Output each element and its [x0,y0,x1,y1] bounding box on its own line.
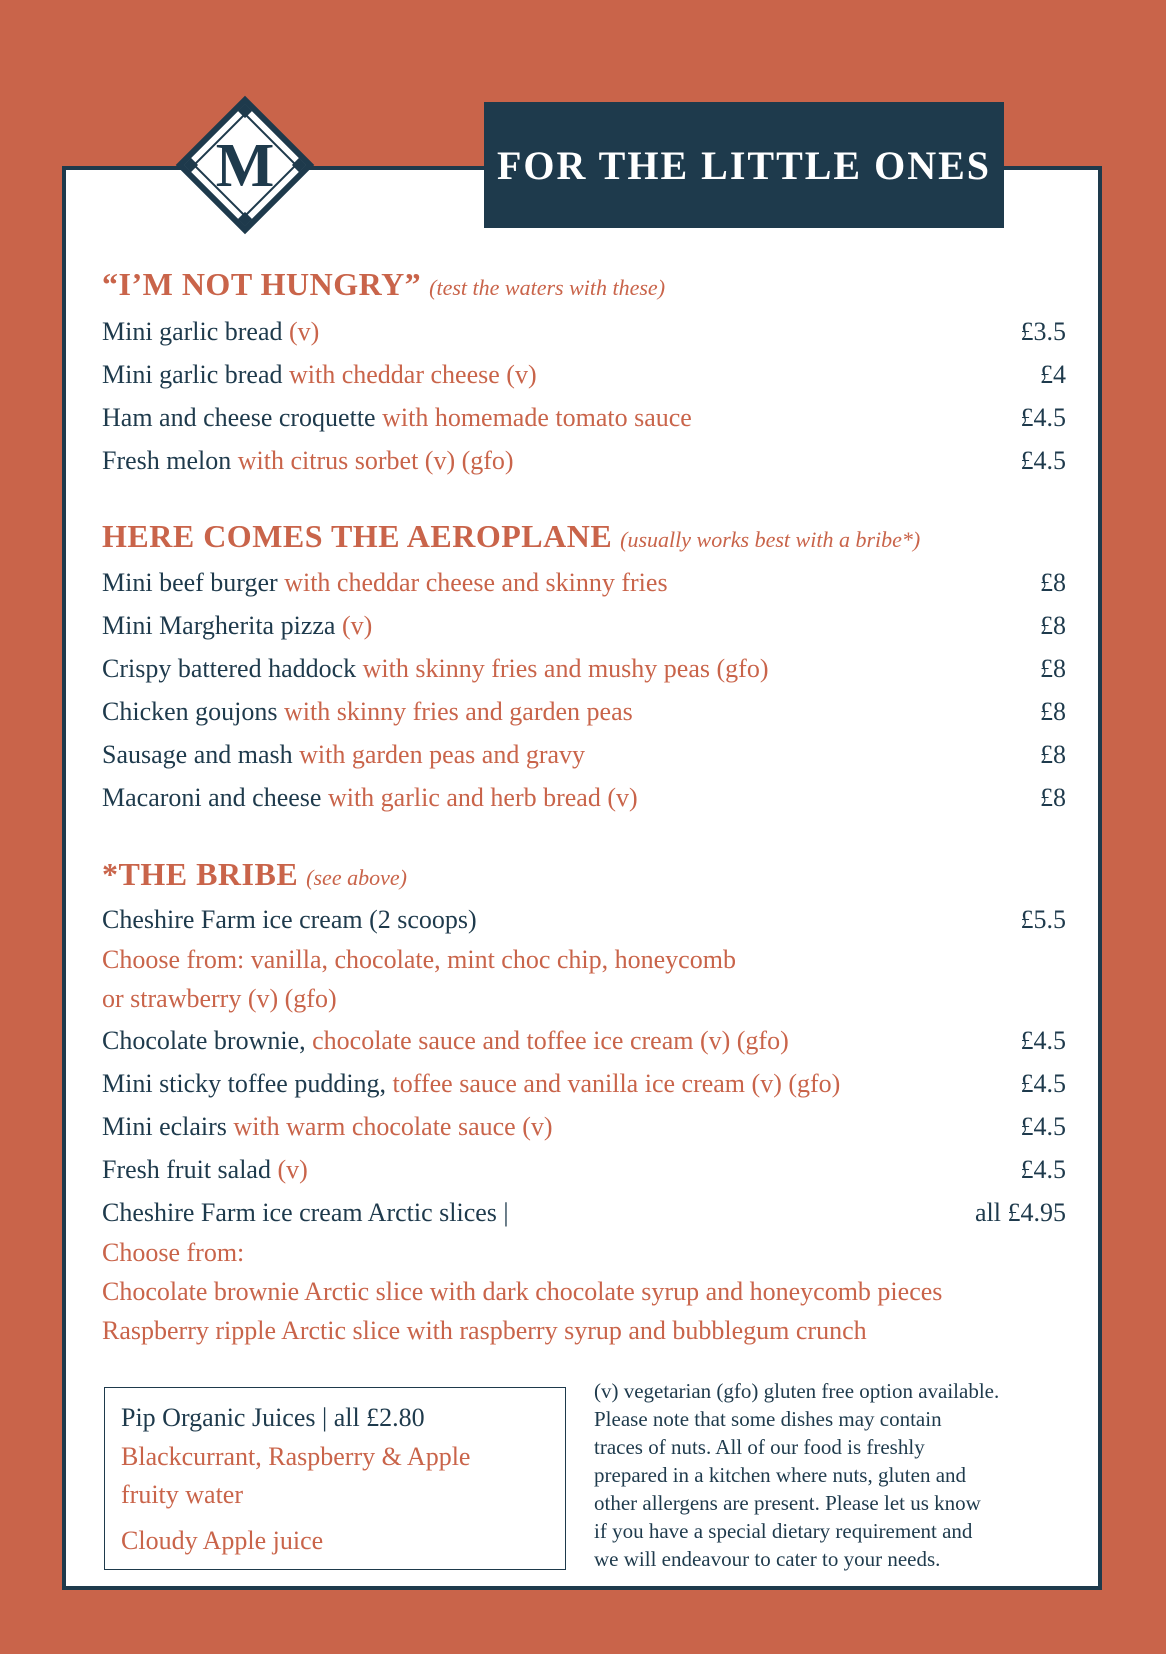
allergen-line: prepared in a kitchen where nuts, gluten and [594,1463,967,1487]
item-name: Cheshire Farm ice cream (2 scoops) [102,905,477,934]
choose-line: Chocolate brownie Arctic slice with dark chocolate syrup and honeycomb pieces [102,1277,943,1306]
item-price: £4.5 [1020,1026,1066,1055]
item-name: Fresh fruit salad [102,1155,271,1184]
item-price: £4.5 [1020,1069,1066,1098]
menu-item [102,900,1066,940]
menu-item [102,1150,1066,1190]
item-desc: with homemade tomato sauce [375,403,692,432]
item-price: £5.5 [1020,905,1066,934]
choose-line: or strawberry (v) (gfo) [102,984,337,1013]
section-note: (test the waters with these) [429,275,666,300]
menu-item [102,312,1066,352]
item-price: £8 [1040,783,1066,812]
item-name: Macaroni and cheese [102,783,322,812]
logo-diamond-icon [165,85,325,245]
section-note: (see above) [306,865,407,890]
menu-item [102,606,1066,646]
menu-item [102,1193,1066,1233]
item-price: £4 [1040,360,1066,389]
juice-title: Pip Organic Juices | all £2.80 [121,1403,425,1432]
item-name: Sausage and mash [102,740,293,769]
allergen-line: Please note that some dishes may contain [594,1407,942,1431]
item-desc: with citrus sorbet (v) (gfo) [231,446,514,475]
page-title: FOR THE LITTLE ONES [496,142,992,188]
item-desc: with cheddar cheese and skinny fries [277,568,668,597]
juice-item: Cloudy Apple juice [121,1526,324,1555]
allergen-line: traces of nuts. All of our food is freshly [594,1435,925,1459]
section-note: (usually works best with a bribe*) [620,527,921,552]
section-title: HERE COMES THE AEROPLANE [102,518,613,554]
item-name: Ham and cheese croquette [102,403,376,432]
item-price: £4.5 [1020,446,1066,475]
item-name: Crispy battered haddock [102,654,357,683]
item-desc: (v) [282,317,320,346]
menu-item [102,398,1066,438]
allergen-line: other allergens are present. Please let us know [594,1491,981,1515]
allergen-line: (v) vegetarian (gfo) gluten free option available. [594,1379,1000,1403]
item-desc: chocolate sauce and toffee ice cream (v) (gfo) [305,1026,789,1055]
section-title-not-hungry [102,266,665,303]
choose-line: Choose from: [102,1238,245,1267]
item-name: Mini Margherita pizza [102,611,336,640]
item-desc: with garlic and herb bread (v) [321,783,638,812]
item-desc: (v) [335,611,373,640]
item-desc: with skinny fries and garden peas [277,697,633,726]
choose-line: Choose from: vanilla, chocolate, mint choc chip, honeycomb [102,945,736,974]
menu-item [102,1064,1066,1104]
item-desc: with warm chocolate sauce (v) [226,1112,553,1141]
item-desc: with garden peas and gravy [292,740,586,769]
section-title-bribe [102,856,407,893]
logo-letter: M [215,132,275,200]
item-price: £8 [1040,611,1066,640]
header-title-box [484,102,1004,228]
item-desc: toffee sauce and vanilla ice cream (v) (gfo) [386,1069,841,1098]
menu-item [102,735,1066,775]
item-name: Chicken goujons [102,697,278,726]
item-desc: with skinny fries and mushy peas (gfo) [356,654,769,683]
juice-item: fruity water [121,1480,244,1509]
item-name: Cheshire Farm ice cream Arctic slices | [102,1198,509,1227]
allergen-note [594,1377,1074,1573]
allergen-line: if you have a special dietary requirement and [594,1519,973,1543]
juice-item: Blackcurrant, Raspberry & Apple [121,1442,471,1471]
menu-item [102,1021,1066,1061]
item-name: Chocolate brownie, [102,1026,306,1055]
menu-item [102,1107,1066,1147]
section-title-aeroplane [102,518,920,555]
menu-item [102,778,1066,818]
item-price: £8 [1040,654,1066,683]
item-price: £4.5 [1020,403,1066,432]
item-name: Mini eclairs [102,1112,227,1141]
menu-item [102,692,1066,732]
menu-item [102,355,1066,395]
item-price: all £4.95 [975,1198,1066,1227]
item-name: Mini garlic bread [102,317,283,346]
section-title: *THE BRIBE [102,856,299,892]
allergen-line: we will endeavour to cater to your needs. [594,1547,941,1571]
menu-item [102,563,1066,603]
item-price: £3.5 [1020,317,1066,346]
juice-box [104,1387,566,1570]
menu-item [102,649,1066,689]
item-desc: (v) [270,1155,308,1184]
menu-item [102,441,1066,481]
section-title: “I’M NOT HUNGRY” [102,266,422,302]
item-name: Mini sticky toffee pudding, [102,1069,387,1098]
item-name: Mini beef burger [102,568,278,597]
item-price: £8 [1040,568,1066,597]
item-name: Fresh melon [102,446,232,475]
item-desc: with cheddar cheese (v) [282,360,537,389]
item-price: £4.5 [1020,1155,1066,1184]
item-price: £8 [1040,697,1066,726]
choose-line: Raspberry ripple Arctic slice with raspberry syrup and bubblegum crunch [102,1316,867,1345]
item-price: £8 [1040,740,1066,769]
item-name: Mini garlic bread [102,360,283,389]
item-price: £4.5 [1020,1112,1066,1141]
